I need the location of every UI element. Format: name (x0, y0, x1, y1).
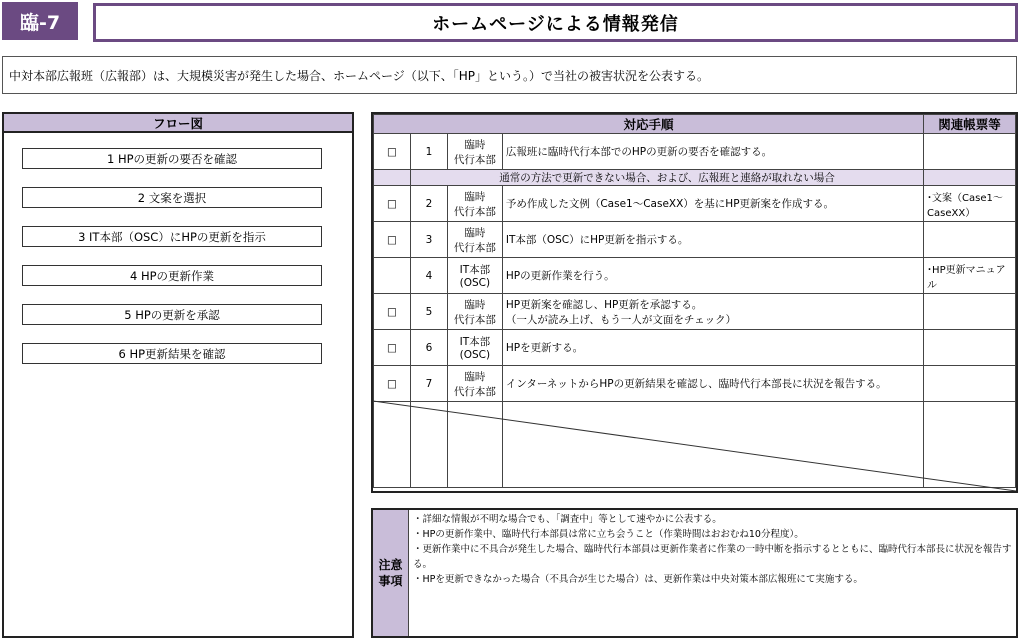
related-doc-line1: ･文案（Case1～ (927, 192, 1003, 204)
step-actor-line2: (OSC) (459, 277, 491, 289)
procedure-panel (371, 112, 1018, 493)
step-checkbox[interactable]: □ (374, 134, 411, 170)
section-badge: 臨-7 (2, 2, 78, 40)
flow-step: 2 文案を選択 (22, 187, 322, 208)
step-actor-line2: (OSC) (459, 349, 491, 361)
flow-step: 1 HPの更新の要否を確認 (22, 148, 322, 169)
related-title: 関連帳票等 (924, 115, 1016, 134)
step-text-line1: HPを更新する。 (505, 342, 584, 354)
flow-steps (22, 148, 322, 364)
flow-arrow-icon (22, 247, 36, 265)
flow-step: 3 IT本部（OSC）にHPの更新を指示 (22, 226, 322, 247)
note-item: ・HPを更新できなかった場合（不具合が生じた場合）は、更新作業は中央対策本部広報班にて実施する。 (413, 574, 863, 585)
procedure-title: 対応手順 (374, 115, 924, 134)
step-actor-line1: 臨時 (464, 226, 486, 239)
step-actor-line2: 代行本部 (453, 241, 496, 254)
step-number: 6 (410, 330, 447, 366)
step-text-line1: HPの更新作業を行う。 (505, 270, 615, 282)
step-checkbox[interactable]: □ (374, 186, 411, 222)
step-actor-line2: 代行本部 (453, 313, 496, 326)
step-actor-line1: 臨時 (464, 138, 486, 151)
flow-arrow-icon (22, 286, 36, 304)
notes-label-line2: 事項 (378, 574, 403, 588)
step-checkbox[interactable]: □ (374, 330, 411, 366)
step-actor-line2: 代行本部 (453, 205, 496, 218)
step-number: 1 (410, 134, 447, 170)
step-checkbox[interactable]: □ (374, 366, 411, 402)
flow-panel (2, 112, 354, 638)
related-doc-line2: CaseXX） (927, 207, 976, 219)
step-text-line1: IT本部（OSC）にHP更新を指示する。 (505, 234, 689, 246)
step-checkbox[interactable]: □ (374, 294, 411, 330)
step-text-line1: インターネットからHPの更新結果を確認し、臨時代行本部長に状況を報告する。 (505, 378, 887, 390)
note-item: る。 (413, 559, 433, 570)
note-item: ・詳細な情報が不明な場合でも、「調査中」等として速やかに公表する。 (413, 514, 722, 525)
flow-step: 6 HP更新結果を確認 (22, 343, 322, 364)
empty-row-diagonal (373, 114, 1016, 491)
notes-label (373, 510, 409, 636)
step-number: 3 (410, 222, 447, 258)
step-text-line1: 広報班に臨時代行本部でのHPの更新の要否を確認する。 (505, 146, 773, 158)
step-checkbox[interactable]: □ (374, 222, 411, 258)
flow-arrow-icon (22, 169, 36, 187)
flow-title: フロー図 (4, 114, 352, 133)
step-number: 2 (410, 186, 447, 222)
page-title: ホームページによる情報発信 (93, 3, 1018, 42)
step-text-line2: （一人が読み上げ、もう一人が文面をチェック） (505, 313, 737, 326)
step-number: 5 (410, 294, 447, 330)
step-actor-line2: 代行本部 (453, 385, 496, 398)
step-number: 7 (410, 366, 447, 402)
step-actor-line1: 臨時 (464, 190, 486, 203)
related-doc-line1: ･HP更新マニュアル (927, 264, 1006, 291)
step-actor-line1: IT本部 (459, 264, 491, 276)
step-actor-line1: 臨時 (464, 298, 486, 311)
step-actor-line1: IT本部 (459, 336, 491, 348)
step-actor-line1: 臨時 (464, 370, 486, 383)
flow-arrow-icon (22, 325, 36, 343)
flow-arrow-icon (22, 208, 36, 226)
notes-body (413, 512, 1013, 587)
note-item: ・HPの更新作業中、臨時代行本部員は常に立ち会うこと（作業時間はおおむね10分程度）。 (413, 529, 804, 540)
note-item: ・更新作業中に不具合が発生した場合、臨時代行本部員は更新作業者に作業の一時中断を指示するとともに、臨時代行本部長に状況を報告す (413, 544, 1012, 555)
flow-step: 4 HPの更新作業 (22, 265, 322, 286)
notes-label-line1: 注意 (378, 558, 403, 572)
intro-text: 中対本部広報班（広報部）は、大規模災害が発生した場合、ホームページ（以下、「HP」という。）で当社の被害状況を公表する。 (2, 56, 1017, 94)
step-text-line1: 予め作成した文例（Case1～CaseXX）を基にHP更新案を作成する。 (505, 198, 835, 210)
flow-step: 5 HPの更新を承認 (22, 304, 322, 325)
condition-text: 通常の方法で更新できない場合、および、広報班と連絡が取れない場合 (410, 170, 923, 186)
notes-panel (371, 508, 1018, 638)
step-number: 4 (410, 258, 447, 294)
step-actor-line2: 代行本部 (453, 153, 496, 166)
step-text-line1: HP更新案を確認し、HP更新を承認する。 (505, 298, 703, 311)
